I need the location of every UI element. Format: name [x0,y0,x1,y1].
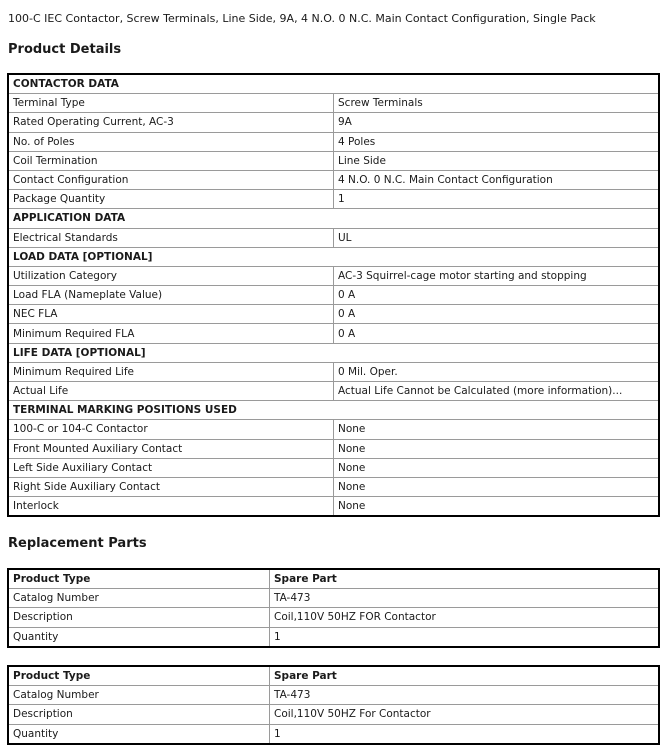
row-value: 4 N.O. 0 N.C. Main Contact Configuration [334,170,660,189]
row-value: 0 A [334,324,660,343]
group-header-label: LOAD DATA [OPTIONAL] [8,247,659,266]
product-details-table [7,73,660,517]
row-label: NEC FLA [8,305,334,324]
table-row [8,608,659,627]
row-label: Front Mounted Auxiliary Contact [8,439,334,458]
group-header-label: TERMINAL MARKING POSITIONS USED [8,401,659,420]
row-label: Package Quantity [8,190,334,209]
row-label: Catalog Number [8,686,270,705]
table-row [8,94,659,113]
row-value: None [334,439,660,458]
table-row [8,305,659,324]
table-row [8,362,659,381]
row-value: 0 Mil. Oper. [334,362,660,381]
row-value: Screw Terminals [334,94,660,113]
row-value: Coil,110V 50HZ FOR Contactor [270,608,660,627]
header-label: Product Type [8,569,270,589]
row-value: 0 A [334,286,660,305]
row-value: None [334,458,660,477]
table-row [8,420,659,439]
table-row [8,132,659,151]
row-label: Description [8,608,270,627]
row-value: 9A [334,113,660,132]
group-header-label: CONTACTOR DATA [8,74,659,94]
replacement-parts-table-1 [7,568,660,648]
table-row [8,589,659,608]
group-header-label: APPLICATION DATA [8,209,659,228]
row-value: 1 [270,724,660,744]
row-label: Interlock [8,497,334,517]
row-value: None [334,420,660,439]
header-value: Spare Part [270,569,660,589]
header-value: Spare Part [270,666,660,686]
row-label: Rated Operating Current, AC-3 [8,113,334,132]
row-value: Coil,110V 50HZ For Contactor [270,705,660,724]
table-header-row [8,569,659,589]
product-details-heading: Product Details [8,42,122,57]
table-row [8,724,659,744]
group-header-row [8,247,659,266]
row-label: 100-C or 104-C Contactor [8,420,334,439]
table-row [8,705,659,724]
table-row [8,151,659,170]
row-value: 1 [334,190,660,209]
row-value: 1 [270,627,660,647]
row-value: AC-3 Squirrel-cage motor starting and stopping [334,266,660,285]
row-label: Coil Termination [8,151,334,170]
row-label: Quantity [8,627,270,647]
group-header-row [8,343,659,362]
table-row [8,439,659,458]
row-label: Minimum Required Life [8,362,334,381]
row-value: 4 Poles [334,132,660,151]
group-header-row [8,401,659,420]
row-label: Utilization Category [8,266,334,285]
row-value: 0 A [334,305,660,324]
row-label: No. of Poles [8,132,334,151]
table-row [8,458,659,477]
table-row [8,477,659,496]
table-row [8,113,659,132]
header-label: Product Type [8,666,270,686]
table-row [8,286,659,305]
row-value: TA-473 [270,589,660,608]
row-value: Actual Life Cannot be Calculated (more information)... [334,382,660,401]
replacement-parts-table-2 [7,665,660,745]
group-header-label: LIFE DATA [OPTIONAL] [8,343,659,362]
replacement-parts-heading: Replacement Parts [8,536,147,551]
table-row [8,266,659,285]
group-header-row [8,209,659,228]
row-label: Catalog Number [8,589,270,608]
row-value: UL [334,228,660,247]
row-label: Left Side Auxiliary Contact [8,458,334,477]
row-label: Load FLA (Nameplate Value) [8,286,334,305]
table-row [8,190,659,209]
row-label: Contact Configuration [8,170,334,189]
table-row [8,228,659,247]
row-value: None [334,477,660,496]
table-row [8,170,659,189]
page-title: 100-C IEC Contactor, Screw Terminals, Line Side, 9A, 4 N.O. 0 N.C. Main Contact Configuration, Single Pack [8,12,596,25]
row-label: Minimum Required FLA [8,324,334,343]
table-row [8,686,659,705]
row-label: Description [8,705,270,724]
row-value: None [334,497,660,517]
group-header-row [8,74,659,94]
table-row [8,627,659,647]
row-label: Electrical Standards [8,228,334,247]
row-value: Line Side [334,151,660,170]
table-header-row [8,666,659,686]
table-row [8,382,659,401]
row-value: TA-473 [270,686,660,705]
row-label: Right Side Auxiliary Contact [8,477,334,496]
row-label: Terminal Type [8,94,334,113]
table-row [8,324,659,343]
row-label: Quantity [8,724,270,744]
table-row [8,497,659,517]
row-label: Actual Life [8,382,334,401]
